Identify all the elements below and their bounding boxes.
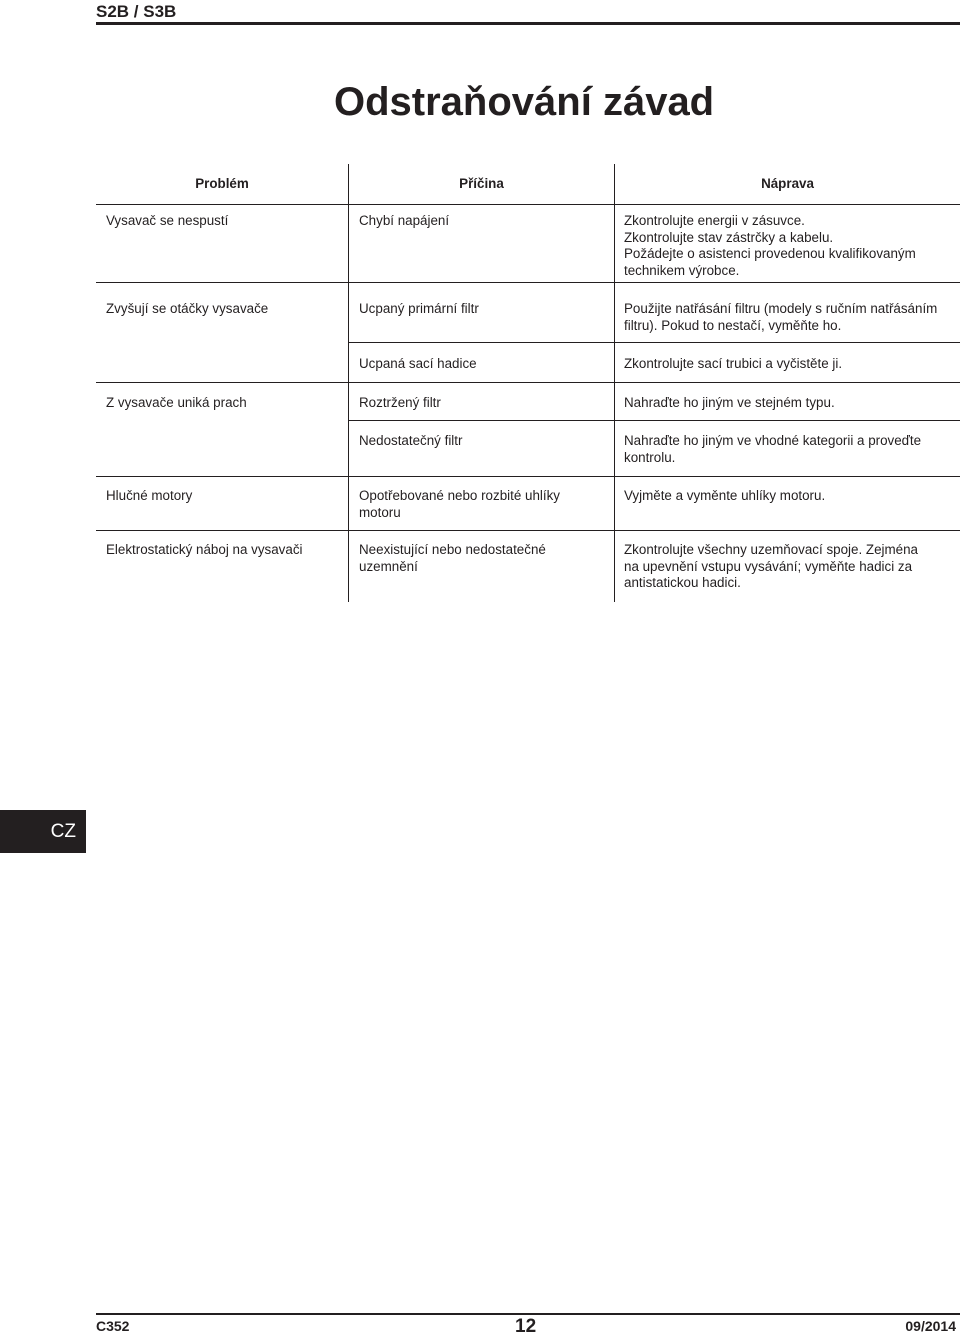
cause-line: Neexistující nebo nedostatečné (359, 542, 546, 557)
row-rule (96, 382, 348, 383)
page-title: Odstraňování závad (334, 80, 715, 124)
remedy-line: technikem výrobce. (624, 262, 740, 278)
cause-cell: Nedostatečný filtr (359, 433, 463, 448)
remedy-line: Požádejte o asistenci provedenou kvalifikovaným (624, 246, 916, 261)
page-number: 12 (515, 1316, 537, 1337)
model-label: S2B / S3B (96, 2, 177, 21)
row-rule (615, 530, 960, 531)
remedy-line: antistatickou hadici. (624, 575, 741, 590)
remedy-line: Zkontrolujte sací trubici a vyčistěte ji. (624, 356, 843, 371)
row-rule (615, 476, 960, 477)
cause-line: motoru (359, 504, 401, 520)
row-rule (615, 382, 960, 383)
cause-line: Opotřebované nebo rozbité uhlíky (359, 488, 560, 503)
column-header-cause: Příčina (459, 176, 504, 191)
cause-line: uzemnění (359, 558, 418, 574)
remedy-line: Zkontrolujte energii v zásuvce. (624, 213, 805, 228)
remedy-line: na upevnění vstupu vysávání; vyměňte hadici za (624, 558, 913, 574)
problem-cell: Zvyšují se otáčky vysavače (106, 301, 269, 316)
remedy-line: Vyjměte a vyměnte uhlíky motoru. (624, 488, 826, 503)
cause-cell (359, 542, 546, 575)
language-tab: CZ (0, 810, 86, 853)
remedy-cell (624, 301, 937, 334)
row-rule (349, 282, 614, 283)
row-rule (349, 420, 614, 421)
remedy-line: kontrolu. (624, 449, 676, 465)
cause-cell: Ucpaný primární filtr (359, 301, 479, 316)
document-code: C352 (96, 1318, 130, 1334)
row-rule (96, 476, 348, 477)
remedy-line: filtru). Pokud to nestačí, vyměňte ho. (624, 317, 842, 333)
remedy-cell (624, 395, 835, 412)
remedy-cell (624, 213, 916, 279)
document-date: 09/2014 (905, 1318, 956, 1334)
row-rule (349, 204, 614, 205)
row-rule (96, 282, 348, 283)
row-rule (349, 382, 614, 383)
remedy-cell (624, 488, 825, 505)
column-divider (348, 164, 349, 602)
remedy-line: Nahraďte ho jiným ve vhodné kategorii a proveďte (624, 433, 922, 448)
column-divider (614, 164, 615, 602)
row-rule (615, 420, 960, 421)
problem-cell: Hlučné motory (106, 488, 193, 503)
row-rule (349, 530, 614, 531)
column-header-problem: Problém (195, 176, 249, 191)
row-rule (349, 476, 614, 477)
row-rule (96, 530, 348, 531)
row-rule (615, 204, 960, 205)
remedy-cell (624, 433, 921, 466)
cause-cell (359, 488, 560, 521)
remedy-line: Zkontrolujte všechny uzemňovací spoje. Zejména (624, 542, 918, 557)
row-rule (615, 342, 960, 343)
cause-cell: Chybí napájení (359, 213, 450, 228)
troubleshooting-table (96, 164, 960, 604)
problem-cell: Vysavač se nespustí (106, 213, 229, 228)
cause-cell: Ucpaná sací hadice (359, 356, 477, 371)
remedy-line: Nahraďte ho jiným ve stejném typu. (624, 395, 835, 410)
column-header-remedy: Náprava (761, 176, 814, 191)
problem-cell: Elektrostatický náboj na vysavači (106, 542, 303, 557)
problem-cell: Z vysavače uniká prach (106, 395, 247, 410)
row-rule (349, 342, 614, 343)
remedy-line: Použijte natřásání filtru (modely s ručním natřásáním (624, 301, 938, 316)
remedy-line: Zkontrolujte stav zástrčky a kabelu. (624, 229, 834, 245)
row-rule (96, 204, 348, 205)
cause-cell: Roztržený filtr (359, 395, 441, 410)
header-rule (96, 22, 960, 25)
remedy-cell (624, 542, 918, 592)
remedy-cell (624, 356, 842, 373)
footer-rule (96, 1313, 960, 1315)
row-rule (615, 282, 960, 283)
